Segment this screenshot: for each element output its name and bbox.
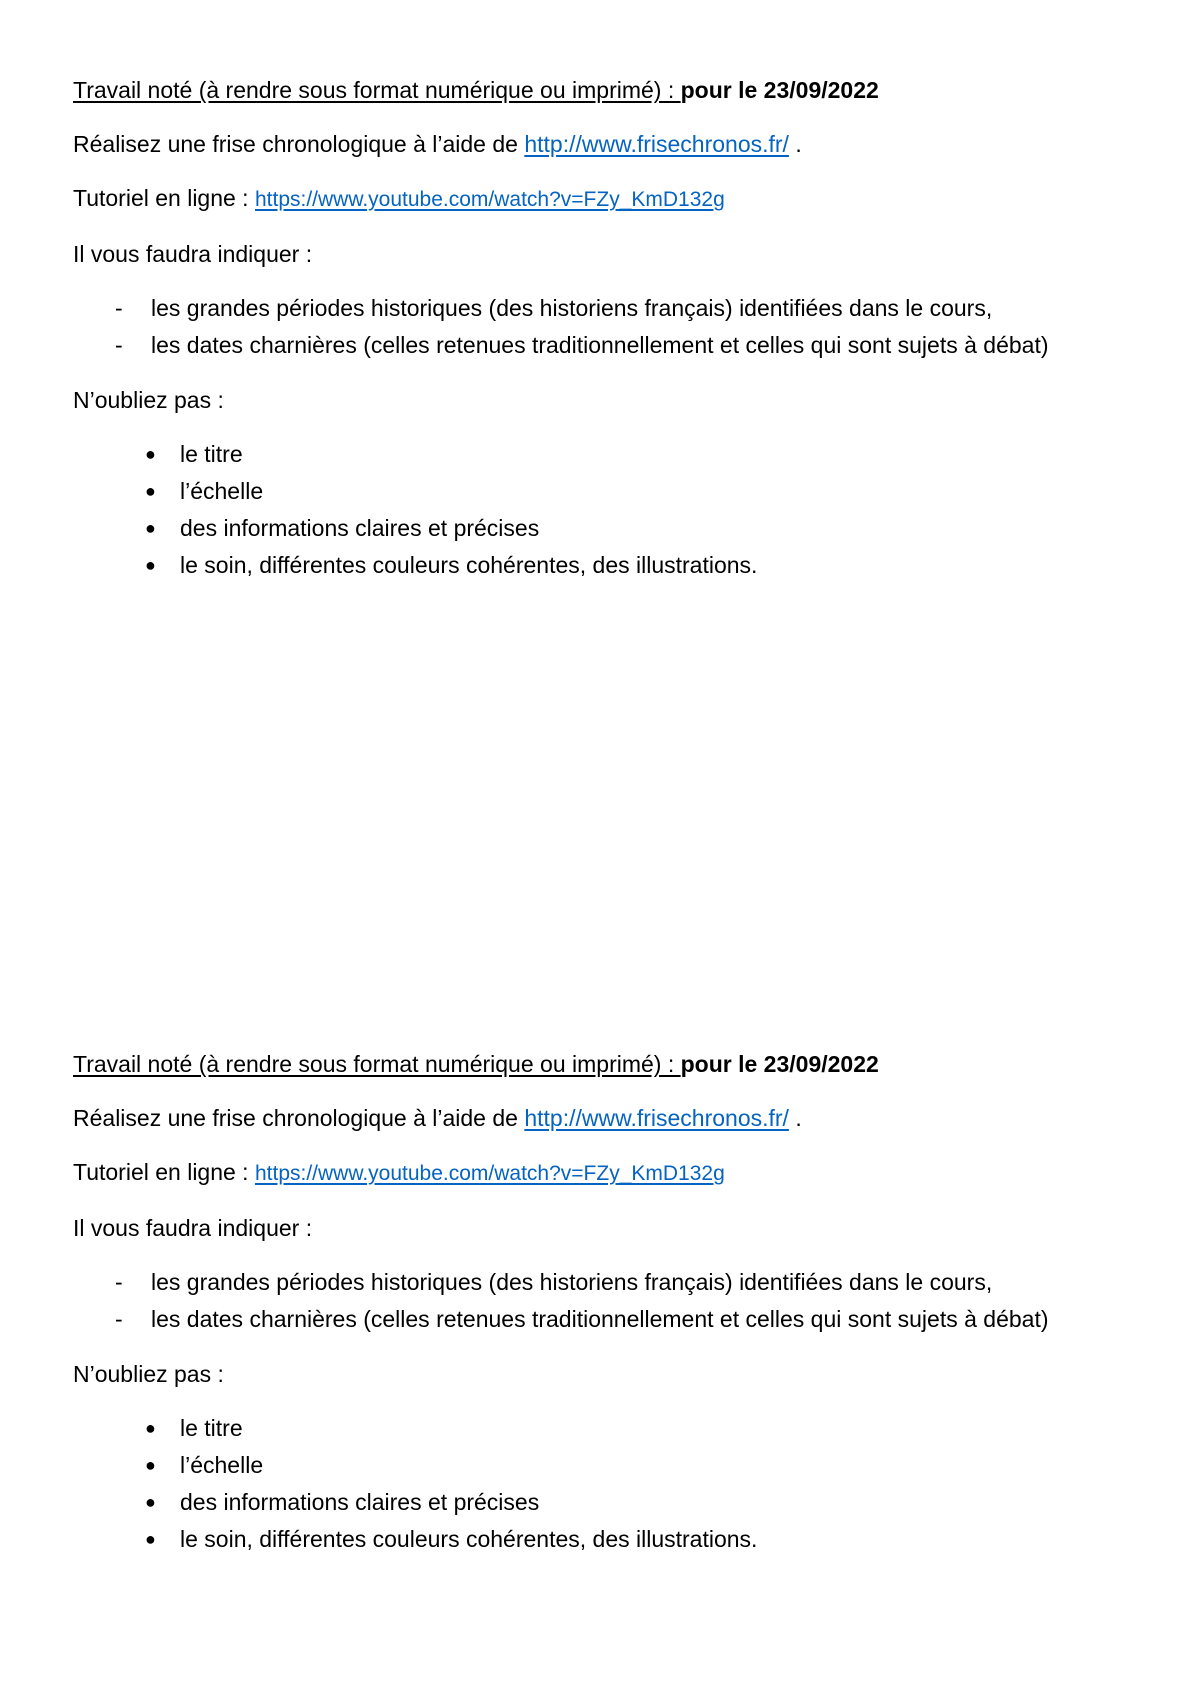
instruction-text: Réalisez une frise chronologique à l’aide de <box>73 1105 525 1131</box>
list-item-text: des informations claires et précises <box>180 1489 540 1515</box>
indicate-label: Il vous faudra indiquer : <box>73 1215 313 1241</box>
list-item <box>73 1410 1133 1447</box>
dash-marker: - <box>115 295 123 321</box>
assignment-section-2 <box>73 1046 1133 1576</box>
frisechronos-link[interactable]: http://www.frisechronos.fr/ <box>524 1105 789 1131</box>
list-item <box>73 547 1133 584</box>
tutorial-line <box>73 180 1133 218</box>
list-item-text: le titre <box>180 441 243 467</box>
bullet-icon: ● <box>145 444 156 464</box>
list-item <box>73 436 1133 473</box>
list-item <box>73 1484 1133 1521</box>
list-item-text: des informations claires et précises <box>180 515 540 541</box>
tutorial-label: Tutoriel en ligne : <box>73 1159 255 1185</box>
requirements-list <box>73 1264 1133 1338</box>
due-date: pour le 23/09/2022 <box>680 77 879 103</box>
list-item-text: le soin, différentes couleurs cohérentes, des illustrations. <box>180 1526 758 1552</box>
list-item <box>73 1521 1133 1558</box>
bullet-icon: ● <box>145 555 156 575</box>
bullet-icon: ● <box>145 518 156 538</box>
instruction-text: Réalisez une frise chronologique à l’aide de <box>73 131 525 157</box>
checklist <box>73 1410 1133 1558</box>
list-item-text: les dates charnières (celles retenues traditionnellement et celles qui sont sujets à débat) <box>151 1306 1049 1332</box>
frisechronos-link[interactable]: http://www.frisechronos.fr/ <box>524 131 789 157</box>
requirements-list <box>73 290 1133 364</box>
remember-label: N’oubliez pas : <box>73 387 224 413</box>
bullet-icon: ● <box>145 1418 156 1438</box>
assignment-heading <box>73 72 1133 108</box>
instruction-line <box>73 1100 1133 1136</box>
youtube-tutorial-link[interactable]: https://www.youtube.com/watch?v=FZy_KmD132g <box>254 188 725 211</box>
bullet-icon: ● <box>145 1529 156 1549</box>
dash-marker: - <box>115 1269 123 1295</box>
list-item-text: les grandes périodes historiques (des historiens français) identifiées dans le cours, <box>151 295 993 321</box>
bullet-icon: ● <box>145 1492 156 1512</box>
list-item <box>73 1264 1133 1301</box>
checklist <box>73 436 1133 584</box>
list-item <box>73 1447 1133 1484</box>
list-item-text: le soin, différentes couleurs cohérentes, des illustrations. <box>180 552 758 578</box>
heading-underlined-text: Travail noté (à rendre sous format numérique ou imprimé) : <box>73 1051 681 1077</box>
due-date: pour le 23/09/2022 <box>680 1051 879 1077</box>
list-item <box>73 473 1133 510</box>
list-item-text: le titre <box>180 1415 243 1441</box>
list-item <box>73 510 1133 547</box>
instruction-suffix: . <box>788 131 802 157</box>
bullet-icon: ● <box>145 481 156 501</box>
dash-marker: - <box>115 332 123 358</box>
youtube-tutorial-link[interactable]: https://www.youtube.com/watch?v=FZy_KmD132g <box>254 1162 725 1185</box>
list-item-text: les dates charnières (celles retenues traditionnellement et celles qui sont sujets à débat) <box>151 332 1049 358</box>
list-item-text: l’échelle <box>180 1452 264 1478</box>
tutorial-label: Tutoriel en ligne : <box>73 185 255 211</box>
assignment-section-1 <box>73 72 1133 602</box>
list-item <box>73 327 1133 364</box>
heading-underlined-text: Travail noté (à rendre sous format numérique ou imprimé) : <box>73 77 681 103</box>
bullet-icon: ● <box>145 1455 156 1475</box>
list-item <box>73 290 1133 327</box>
dash-marker: - <box>115 1306 123 1332</box>
assignment-heading <box>73 1046 1133 1082</box>
tutorial-line <box>73 1154 1133 1192</box>
list-item-text: les grandes périodes historiques (des historiens français) identifiées dans le cours, <box>151 1269 993 1295</box>
instruction-line <box>73 126 1133 162</box>
list-item-text: l’échelle <box>180 478 264 504</box>
indicate-label: Il vous faudra indiquer : <box>73 241 313 267</box>
remember-label: N’oubliez pas : <box>73 1361 224 1387</box>
list-item <box>73 1301 1133 1338</box>
instruction-suffix: . <box>788 1105 802 1131</box>
